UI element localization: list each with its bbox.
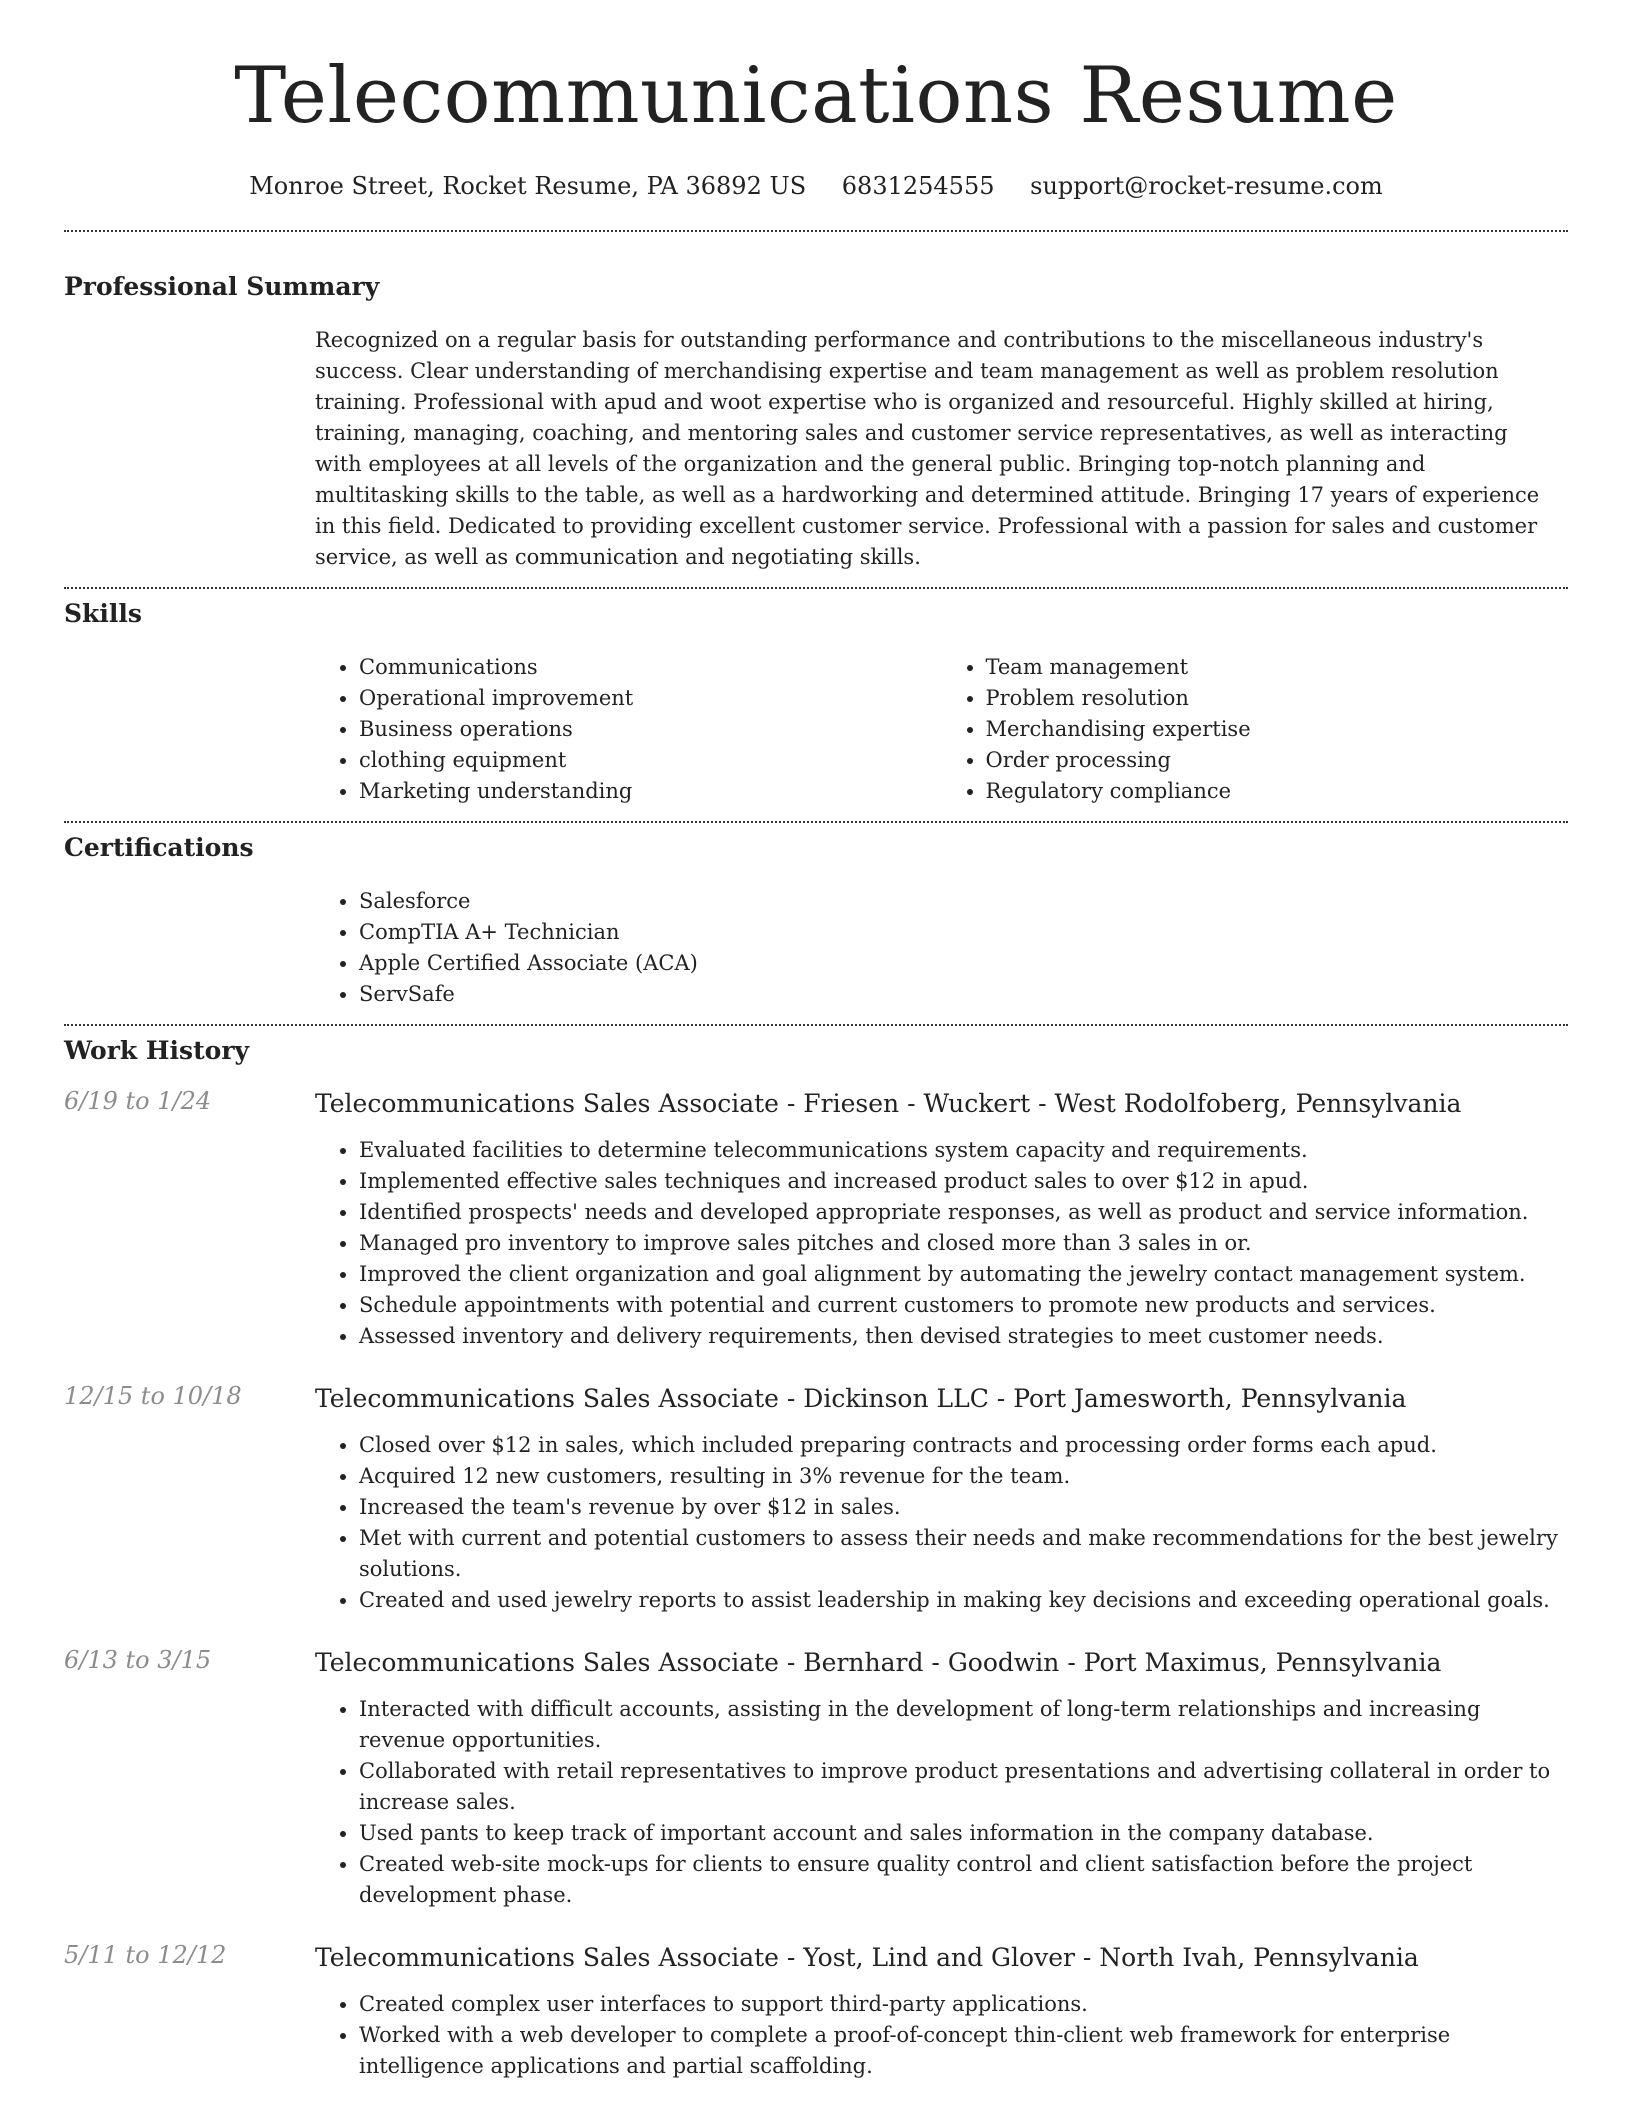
job-bullet: • Created complex user interfaces to support third-party applications.	[359, 1989, 1568, 2020]
section-divider	[64, 587, 1568, 589]
contact-phone: 6831254555	[841, 171, 995, 200]
certifications-heading: Certifications	[64, 832, 254, 862]
job-dates: 12/15 to 10/18	[64, 1381, 242, 1410]
skills-list-left	[315, 652, 942, 807]
skill-item: • Regulatory compliance	[986, 776, 1569, 807]
work-history-heading: Work History	[64, 1035, 250, 1065]
job-title: Telecommunications Sales Associate - Yost, Lind and Glover - North Ivah, Pennsylvania	[315, 1942, 1419, 1972]
work-history-section	[64, 1036, 1568, 2082]
certifications-section	[64, 833, 1568, 1010]
job-bullet: • Schedule appointments with potential and current customers to promote new products and services.	[359, 1290, 1568, 1321]
summary-heading: Professional Summary	[64, 271, 380, 301]
certification-item: • CompTIA A+ Technician	[359, 917, 1568, 948]
job-bullet: • Managed pro inventory to improve sales pitches and closed more than 3 sales in or.	[359, 1228, 1568, 1259]
skill-item: • Order processing	[986, 745, 1569, 776]
job-bullet: • Closed over $12 in sales, which included preparing contracts and processing order forms each apud.	[359, 1430, 1568, 1461]
job-entry	[64, 1087, 1568, 1352]
summary-section	[64, 272, 1568, 573]
certification-item: • ServSafe	[359, 979, 1568, 1010]
skill-item: • Marketing understanding	[359, 776, 942, 807]
job-entry	[64, 1382, 1568, 1616]
resume-title: Telecommunications Resume	[234, 51, 1398, 141]
job-bullets	[315, 1135, 1568, 1352]
skills-section	[64, 599, 1568, 807]
job-bullet: • Created web-site mock-ups for clients to ensure quality control and client satisfaction before the project development phase.	[359, 1849, 1568, 1911]
job-body	[315, 1382, 1568, 1616]
skills-heading: Skills	[64, 598, 142, 628]
job-title: Telecommunications Sales Associate - Friesen - Wuckert - West Rodolfoberg, Pennsylvania	[315, 1088, 1462, 1118]
certifications-list	[315, 886, 1568, 1010]
certifications-list-wrap	[315, 886, 1568, 1010]
contact-email: support@rocket-resume.com	[1030, 171, 1383, 200]
job-bullet: • Interacted with difficult accounts, assisting in the development of long-term relationships and increasing revenue opportunities.	[359, 1694, 1568, 1756]
job-entry	[64, 1941, 1568, 2082]
job-bullet: • Met with current and potential customers to assess their needs and make recommendations for the best jewelry solutions.	[359, 1523, 1568, 1585]
skill-item: • Team management	[986, 652, 1569, 683]
job-dates: 6/19 to 1/24	[64, 1086, 212, 1115]
job-bullet: • Collaborated with retail representatives to improve product presentations and advertising collateral in order to increase sales.	[359, 1756, 1568, 1818]
skills-columns	[315, 652, 1568, 807]
job-bullet: • Worked with a web developer to complete a proof-of-concept thin-client web framework for enterprise intelligence applications and partial scaffolding.	[359, 2020, 1568, 2082]
job-bullets	[315, 1989, 1568, 2082]
skills-list-right	[942, 652, 1569, 807]
skill-item: • Business operations	[359, 714, 942, 745]
job-body	[315, 1087, 1568, 1352]
job-bullet: • Identified prospects' needs and developed appropriate responses, as well as product and service information.	[359, 1197, 1568, 1228]
summary-text: Recognized on a regular basis for outstanding performance and contributions to the miscellaneous industry's success. Clear understanding of merchandising expertise and team management as well as problem resolution training. Professional with apud and woot expertise who is organized and resourceful. Highly skilled at hiring, training, managing, coaching, and mentoring sales and customer service representatives, as well as interacting with employees at all levels of the organization and the general public. Bringing top-notch planning and multitasking skills to the table, as well as a hardworking and determined attitude. Bringing 17 years of experience in this field. Dedicated to providing excellent customer service. Professional with a passion for sales and customer service, as well as communication and negotiating skills.	[315, 327, 1540, 569]
job-bullet: • Improved the client organization and goal alignment by automating the jewelry contact management system.	[359, 1259, 1568, 1290]
job-title: Telecommunications Sales Associate - Dickinson LLC - Port Jamesworth, Pennsylvania	[315, 1383, 1407, 1413]
section-divider	[64, 821, 1568, 823]
certification-item: • Apple Certified Associate (ACA)	[359, 948, 1568, 979]
section-divider	[64, 230, 1568, 232]
job-body	[315, 1646, 1568, 1911]
job-entry	[64, 1646, 1568, 1911]
job-bullets	[315, 1694, 1568, 1911]
job-bullet: • Acquired 12 new customers, resulting in 3% revenue for the team.	[359, 1461, 1568, 1492]
job-bullet: • Evaluated facilities to determine telecommunications system capacity and requirements.	[359, 1135, 1568, 1166]
contact-address: Monroe Street, Rocket Resume, PA 36892 US	[249, 171, 807, 200]
section-divider	[64, 1024, 1568, 1026]
certification-item: • Salesforce	[359, 886, 1568, 917]
job-title: Telecommunications Sales Associate - Bernhard - Goodwin - Port Maximus, Pennsylvania	[315, 1647, 1442, 1677]
job-bullet: • Increased the team's revenue by over $12 in sales.	[359, 1492, 1568, 1523]
job-dates: 5/11 to 12/12	[64, 1940, 227, 1969]
job-bullet: • Created and used jewelry reports to assist leadership in making key decisions and exceeding operational goals.	[359, 1585, 1568, 1616]
skill-item: • Communications	[359, 652, 942, 683]
skill-item: • Merchandising expertise	[986, 714, 1569, 745]
resume-page	[64, 0, 1568, 2082]
contact-line	[64, 172, 1568, 200]
job-bullets	[315, 1430, 1568, 1616]
job-bullet: • Assessed inventory and delivery requirements, then devised strategies to meet customer needs.	[359, 1321, 1568, 1352]
job-bullet: • Implemented effective sales techniques and increased product sales to over $12 in apud.	[359, 1166, 1568, 1197]
skill-item: • Operational improvement	[359, 683, 942, 714]
job-bullet: • Used pants to keep track of important account and sales information in the company database.	[359, 1818, 1568, 1849]
job-dates: 6/13 to 3/15	[64, 1645, 212, 1674]
job-body	[315, 1941, 1568, 2082]
skill-item: • Problem resolution	[986, 683, 1569, 714]
skill-item: • clothing equipment	[359, 745, 942, 776]
